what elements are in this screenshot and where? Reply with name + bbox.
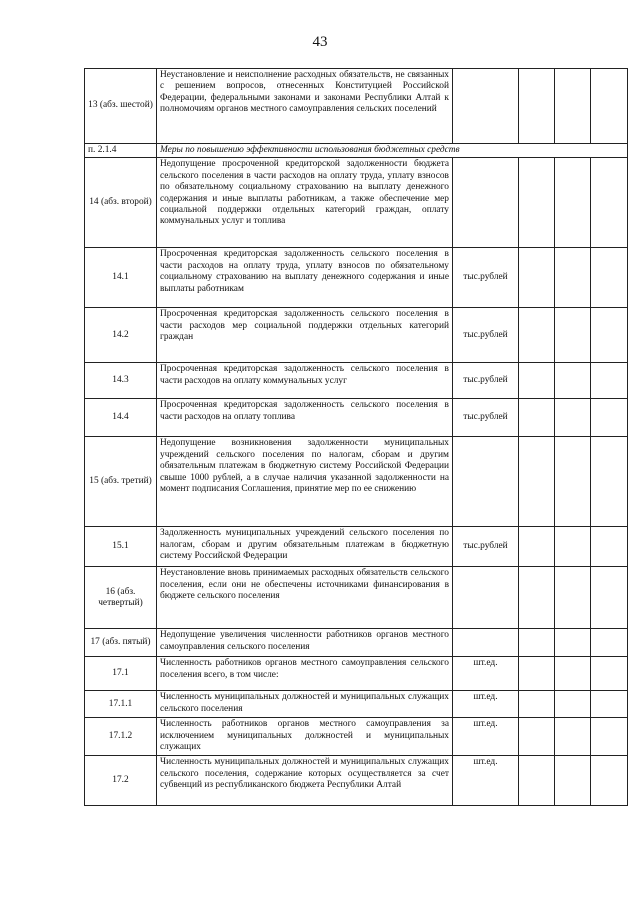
row-description: Просроченная кредиторская задолженность сельского поселения в части расходов на оплату коммунальных услуг bbox=[157, 363, 453, 399]
empty-cell bbox=[555, 718, 591, 756]
empty-cell bbox=[519, 527, 555, 567]
empty-cell bbox=[519, 437, 555, 527]
row-unit: шт.ед. bbox=[453, 756, 519, 806]
empty-cell bbox=[591, 158, 628, 248]
section-number: п. 2.1.4 bbox=[85, 144, 157, 158]
table-row bbox=[85, 657, 628, 691]
empty-cell bbox=[555, 657, 591, 691]
row-number: 17.1 bbox=[85, 657, 157, 691]
row-unit: тыс.рублей bbox=[453, 399, 519, 437]
empty-cell bbox=[555, 399, 591, 437]
row-number: 14.2 bbox=[85, 308, 157, 363]
empty-cell bbox=[555, 629, 591, 657]
row-unit: тыс.рублей bbox=[453, 527, 519, 567]
empty-cell bbox=[591, 527, 628, 567]
row-unit: тыс.рублей bbox=[453, 308, 519, 363]
empty-cell bbox=[591, 567, 628, 629]
empty-cell bbox=[519, 158, 555, 248]
row-unit: шт.ед. bbox=[453, 657, 519, 691]
row-description: Недопущение увеличения численности работников органов местного самоуправления сельского поселения bbox=[157, 629, 453, 657]
row-description: Неустановление и неисполнение расходных обязательств, не связанных с решением вопросов, отнесенных Конституцией Российской Федерации, федеральными законами и законами Республики Алтай к полномочиям органов местного самоуправления сельских поселений bbox=[157, 69, 453, 144]
page-number: 43 bbox=[312, 34, 328, 50]
empty-cell bbox=[555, 527, 591, 567]
empty-cell bbox=[591, 437, 628, 527]
empty-cell bbox=[519, 718, 555, 756]
row-number: 15 (абз. третий) bbox=[85, 437, 157, 527]
empty-cell bbox=[519, 363, 555, 399]
row-description: Задолженность муниципальных учреждений сельского поселения по налогам, сборам и другим обязательным платежам в бюджетную систему Российской Федерации bbox=[157, 527, 453, 567]
row-description: Просроченная кредиторская задолженность сельского поселения в части расходов мер социальной поддержки отдельных категорий граждан bbox=[157, 308, 453, 363]
row-description: Неустановление вновь принимаемых расходных обязательств сельского поселения, если они не обеспечены источниками финансирования в бюджете сельского поселения bbox=[157, 567, 453, 629]
empty-cell bbox=[555, 756, 591, 806]
row-unit bbox=[453, 69, 519, 144]
row-number: 17.1.2 bbox=[85, 718, 157, 756]
empty-cell bbox=[555, 158, 591, 248]
table-row bbox=[85, 69, 628, 144]
row-description: Недопущение просроченной кредиторской задолженности бюджета сельского поселения в части расходов на оплату труда, уплату взносов по обязательному социальному страхованию на выплату денежного содержания и иные выплаты работникам, а также обеспечение мер социальной поддержки отдельных категорий граждан, оплату коммунальных услуг и топлива bbox=[157, 158, 453, 248]
indicators-table bbox=[84, 68, 628, 806]
table-row bbox=[85, 756, 628, 806]
table-row bbox=[85, 308, 628, 363]
table-row bbox=[85, 437, 628, 527]
empty-cell bbox=[555, 248, 591, 308]
empty-cell bbox=[591, 718, 628, 756]
table-row bbox=[85, 567, 628, 629]
table-row bbox=[85, 718, 628, 756]
row-unit: шт.ед. bbox=[453, 691, 519, 718]
row-number: 14 (абз. второй) bbox=[85, 158, 157, 248]
table-row bbox=[85, 691, 628, 718]
empty-cell bbox=[555, 567, 591, 629]
row-description: Численность работников органов местного самоуправления за исключением муниципальных должностей и муниципальных служащих bbox=[157, 718, 453, 756]
section-title: Меры по повышению эффективности использования бюджетных средств bbox=[157, 144, 628, 158]
table-row bbox=[85, 248, 628, 308]
row-number: 15.1 bbox=[85, 527, 157, 567]
row-description: Просроченная кредиторская задолженность сельского поселения в части расходов на оплату труда, уплату взносов по обязательному социальному страхованию на выплату денежного содержания и иные выплаты работникам bbox=[157, 248, 453, 308]
empty-cell bbox=[591, 308, 628, 363]
empty-cell bbox=[519, 308, 555, 363]
empty-cell bbox=[519, 567, 555, 629]
empty-cell bbox=[591, 69, 628, 144]
empty-cell bbox=[591, 756, 628, 806]
row-description: Численность работников органов местного самоуправления сельского поселения всего, в том числе: bbox=[157, 657, 453, 691]
empty-cell bbox=[519, 629, 555, 657]
row-description: Численность муниципальных должностей и муниципальных служащих сельского поселения, содержание которых осуществляется за счет субвенций из республиканского бюджета Республики Алтай bbox=[157, 756, 453, 806]
row-number: 13 (абз. шестой) bbox=[85, 69, 157, 144]
row-number: 14.4 bbox=[85, 399, 157, 437]
row-number: 17.2 bbox=[85, 756, 157, 806]
table-row bbox=[85, 527, 628, 567]
row-unit bbox=[453, 629, 519, 657]
row-number: 14.3 bbox=[85, 363, 157, 399]
row-description: Численность муниципальных должностей и муниципальных служащих сельского поселения bbox=[157, 691, 453, 718]
row-description: Просроченная кредиторская задолженность сельского поселения в части расходов на оплату топлива bbox=[157, 399, 453, 437]
table-row bbox=[85, 399, 628, 437]
empty-cell bbox=[591, 363, 628, 399]
empty-cell bbox=[519, 248, 555, 308]
row-unit: тыс.рублей bbox=[453, 363, 519, 399]
empty-cell bbox=[591, 248, 628, 308]
table-row bbox=[85, 158, 628, 248]
row-unit bbox=[453, 567, 519, 629]
row-description: Недопущение возникновения задолженности муниципальных учреждений сельского поселения по налогам, сборам и другим обязательным платежам в бюджетную систему Российской Федерации свыше 1000 рублей, а в случае наличия указанной задолженности на момент подписания Соглашения, принятие мер по ее снижению bbox=[157, 437, 453, 527]
row-unit: тыс.рублей bbox=[453, 248, 519, 308]
empty-cell bbox=[591, 629, 628, 657]
empty-cell bbox=[591, 691, 628, 718]
empty-cell bbox=[519, 69, 555, 144]
empty-cell bbox=[555, 437, 591, 527]
row-unit bbox=[453, 158, 519, 248]
empty-cell bbox=[555, 308, 591, 363]
empty-cell bbox=[591, 399, 628, 437]
empty-cell bbox=[519, 657, 555, 691]
row-number: 17 (абз. пятый) bbox=[85, 629, 157, 657]
row-unit bbox=[453, 437, 519, 527]
table-row bbox=[85, 363, 628, 399]
row-number: 14.1 bbox=[85, 248, 157, 308]
table-row bbox=[85, 629, 628, 657]
empty-cell bbox=[519, 756, 555, 806]
empty-cell bbox=[519, 399, 555, 437]
empty-cell bbox=[555, 363, 591, 399]
row-unit: шт.ед. bbox=[453, 718, 519, 756]
row-number: 17.1.1 bbox=[85, 691, 157, 718]
empty-cell bbox=[555, 691, 591, 718]
empty-cell bbox=[519, 691, 555, 718]
empty-cell bbox=[591, 657, 628, 691]
section-row bbox=[85, 144, 628, 158]
empty-cell bbox=[555, 69, 591, 144]
row-number: 16 (абз. четвертый) bbox=[85, 567, 157, 629]
